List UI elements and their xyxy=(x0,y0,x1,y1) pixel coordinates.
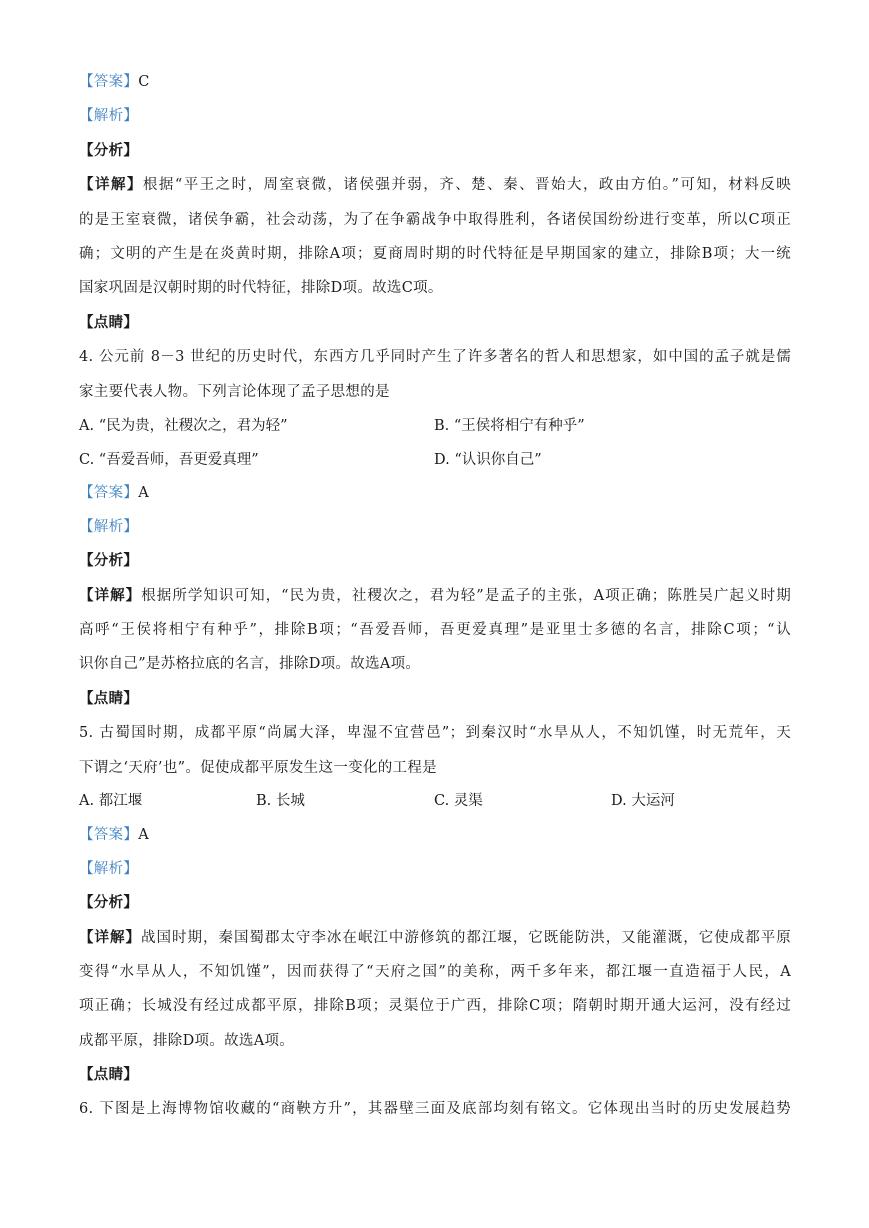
answer-value: C xyxy=(138,74,150,90)
detail-text: 根据“平王之时，周室衰微，诸侯强并弱，齐、楚、秦、晋始大，政由方伯。”可知，材料反映 xyxy=(142,177,792,193)
q3-answer-line xyxy=(79,72,150,92)
q4-detail-line-2: 高呼“王侯将相宁有种乎”，排除B项；“吾爱吾师，吾更爱真理”是亚里士多德的名言，排除C项；“认 xyxy=(79,622,791,638)
q4-option-a: A. “民为贵，社稷次之，君为轻” xyxy=(79,418,288,434)
detail-tag: 【详解】 xyxy=(79,929,141,946)
q5-detail-line-2: 变得“水旱从人，不知饥馑”，因而获得了“天府之国”的美称，两千多年来，都江堰一直造福于人民，A xyxy=(79,964,791,980)
answer-value: A xyxy=(138,827,149,843)
q5-option-a: A. 都江堰 xyxy=(79,793,143,809)
q5-analysis-tag: 【解析】 xyxy=(79,861,139,877)
q3-detail-line-1 xyxy=(79,175,791,195)
detail-tag: 【详解】 xyxy=(79,176,143,193)
answer-tag: 【答案】 xyxy=(79,485,139,501)
q4-dianjing-tag: 【点睛】 xyxy=(79,690,139,707)
q5-answer-line xyxy=(79,825,149,845)
q4-stem-line-2: 家主要代表人物。下列言论体现了孟子思想的是 xyxy=(79,384,390,400)
answer-tag: 【答案】 xyxy=(79,827,139,843)
q4-option-d: D. “认识你自己” xyxy=(434,452,542,468)
q5-dianjing-tag: 【点睛】 xyxy=(79,1066,139,1083)
q5-detail-line-3: 项正确；长城没有经过成都平原，排除B项；灵渠位于广西，排除C项；隋朝时期开通大运河，没有经过 xyxy=(79,998,791,1014)
q6-stem-line-1: 6. 下图是上海博物馆收藏的“商鞅方升”，其器壁三面及底部均刻有铭文。它体现出当时的历史发展趋势 xyxy=(79,1101,791,1117)
q5-fenxi-tag: 【分析】 xyxy=(79,894,139,911)
q5-stem-line-1: 5. 古蜀国时期，成都平原“尚属大泽，卑湿不宜营邑”；到秦汉时“水旱从人，不知饥馑，时无荒年，天 xyxy=(79,725,791,741)
answer-tag: 【答案】 xyxy=(79,74,139,90)
q4-detail-line-1 xyxy=(79,586,791,606)
q5-detail-line-4: 成都平原，排除D项。故选A项。 xyxy=(79,1033,295,1049)
q5-option-c: C. 灵渠 xyxy=(434,793,483,809)
q3-analysis-tag: 【解析】 xyxy=(79,108,139,124)
q3-detail-line-4: 国家巩固是汉朝时期的时代特征，排除D项。故选C项。 xyxy=(79,280,443,296)
q4-fenxi-tag: 【分析】 xyxy=(79,552,139,569)
q4-detail-line-3: 识你自己”是苏格拉底的名言，排除D项。故选A项。 xyxy=(79,656,421,672)
q3-detail-line-2: 的是王室衰微，诸侯争霸，社会动荡，为了在争霸战争中取得胜利，各诸侯国纷纷进行变革，所以C项正 xyxy=(79,212,791,228)
answer-value: A xyxy=(138,485,149,501)
detail-text: 根据所学知识可知，“民为贵，社稷次之，君为轻”是孟子的主张，A项正确；陈胜吴广起义时期 xyxy=(141,588,791,604)
q5-option-b: B. 长城 xyxy=(256,793,305,809)
detail-text: 战国时期，秦国蜀郡太守李冰在岷江中游修筑的都江堰，它既能防洪，又能灌溉，它使成都平原 xyxy=(140,930,791,946)
q4-analysis-tag: 【解析】 xyxy=(79,519,139,535)
q3-fenxi-tag: 【分析】 xyxy=(79,142,139,159)
q4-option-c: C. “吾爱吾师，吾更爱真理” xyxy=(79,452,259,468)
q5-option-d: D. 大运河 xyxy=(611,793,675,809)
q5-detail-line-1 xyxy=(79,928,791,948)
q4-stem-line-1: 4. 公元前 8－3 世纪的历史时代，东西方几乎同时产生了许多著名的哲人和思想家，如中国的孟子就是儒 xyxy=(79,349,791,365)
q5-stem-line-2: 下谓之‘天府’也”。促使成都平原发生这一变化的工程是 xyxy=(79,760,437,776)
q3-dianjing-tag: 【点睛】 xyxy=(79,314,139,331)
q4-option-b: B. “王侯将相宁有种乎” xyxy=(434,418,585,434)
q3-detail-line-3: 确；文明的产生是在炎黄时期，排除A项；夏商周时期的时代特征是早期国家的建立，排除B项；大一统 xyxy=(79,246,791,262)
q4-answer-line xyxy=(79,483,149,503)
detail-tag: 【详解】 xyxy=(79,587,142,604)
